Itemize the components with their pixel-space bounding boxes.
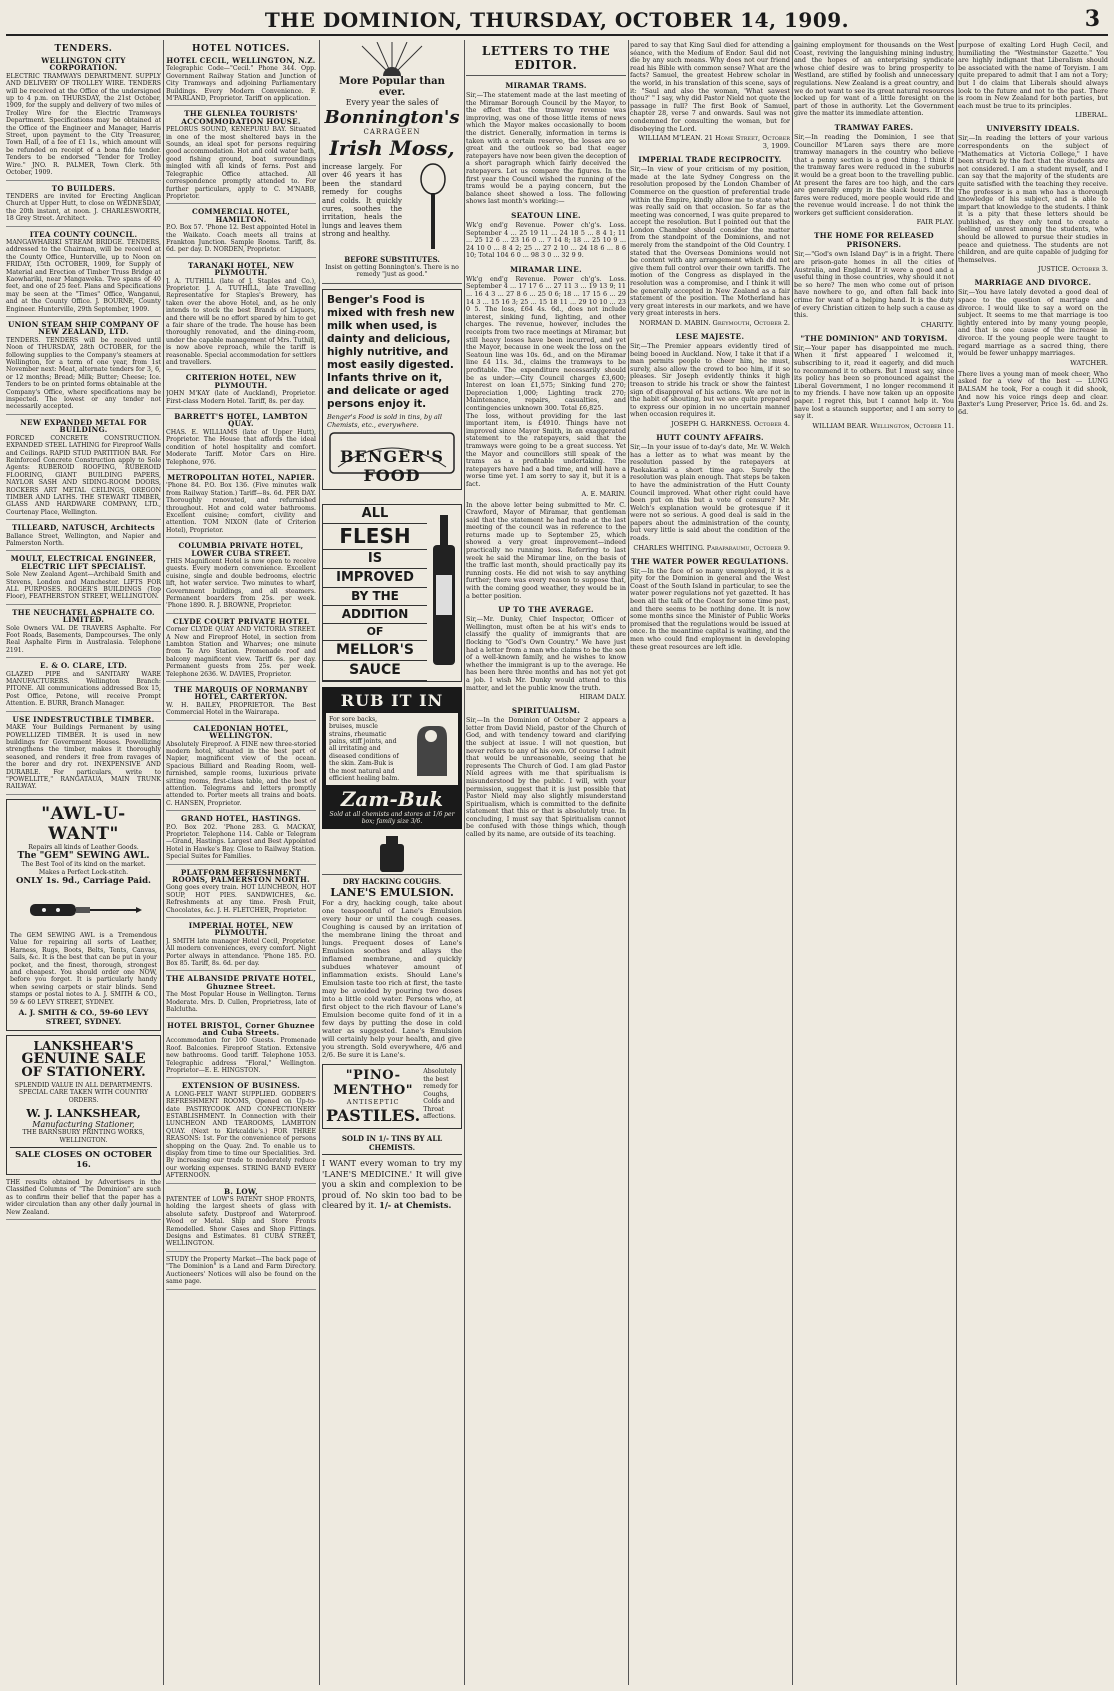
advert-title: CALEDONIAN HOTEL, WELLINGTON. — [193, 723, 289, 741]
letter-title: THE WATER POWER REGULATIONS. — [631, 556, 789, 566]
want-body: I WANT every woman to try my 'LANE'S MEDICINE.' It will give you a skin and complexion to be proud of. No skin too bad to be cleared by it. — [322, 1158, 462, 1211]
letter-body: Wk'g end'g Revenue. Power ch'g's. Loss. September 4 ... 17 17 6 ... 27 11 3 ... 19 13 9; 11 ... 16 4 3 ... 27 8 6 ... 25 0 6; 18 ... 17 15 6 ... 29 14 3 ... 15 16 3; 25 ... 15 18 11 ... 29 10 10 ... 23 0 5. The loss, £64 4s. 6d., does not include interest, sinking fund, lighting, and other charges. The revenue, however, includes the receipts from two race meetings at Miramar, but still heavy losses have been incurred, and yet the Mayor, because in one week the loss on the Seatoun line was 10s. 6d., and on the Miramar line £4 11s. 3d., claims the tramways to be profitable. The expenditure necessarily should be as under:—City Council charges £3,600; Interest on loan £1,575; Sinking fund 270; Depreciation 1,000; Lighting track 270; Maintenance, repairs, casualties, and contingencies unknown 300. Total £6,825. — [466, 274, 626, 412]
advert-title: TILLEARD, NATUSCH, Architects — [12, 523, 155, 533]
pinomenthol-sold: SOLD IN 1/- TINS BY ALL CHEMISTS. — [322, 1134, 462, 1155]
awl-line2: Makes a Perfect Lock-stitch. — [38, 868, 129, 876]
letter-body: Sir,—In your issue of to-day's date, Mr. W. Welch has a letter as to what was meant by the resolution passed by the ratepayers at Paekakariki a short time ago. Surely the resolution was plain enough. That steps be taken to have the administration of the Hutt County Council improved. What other right could have been put on this but a vote of censure? Mr. Welch's explanation would be grotesque if it were not so serious. A good deal is said in the papers about the administration of the county, but very little is said about the condition of the roads. — [630, 442, 790, 543]
advert — [6, 555, 161, 604]
advert-title: WELLINGTON CITY CORPORATION. — [41, 56, 126, 73]
lankshear-advert — [6, 1035, 161, 1175]
advert-body: TENDERS. TENDERS will be received until Noon of THURSDAY, 28th OCTOBER, for the following supplies to the Company's steamers at Wellington, for a term of one year, from 1st November next: Meat, alternate tenders for 3, 6, or 12 months; Bread; Milk; Butter; Cheese; Ice. Tenders to be on printed forms obtainable at the Company's Office, where specifications may be inspected. The lowest or any tender not necessarily accepted. — [6, 336, 161, 411]
letter-title: HUTT COUNTY AFFAIRS. — [656, 432, 764, 442]
letter-body: Wk'g end'g Revenue. Power ch'g's. Loss. September 4 ... 25 19 11 ... 24 18 5 ... 8 4 1; 11 ... 25 12 6 ... 23 16 0 ... 7 14 8; 18 ... 25 10 9 ... 24 10 0 ... 8 4 2; 25 ... 27 2 10 ... 24 18 6 ... 8 6 10; Total 104 6 0 ... 98 3 0 ... 32 9 9. — [466, 220, 626, 260]
letter-body: gaining employment for thousands on the West Coast, reviving the languishing mining industry, and the hopes of an enterprising syndicate whose chief desire was to bring prosperity to Westland, are stifled by foolish and unnecessary regulations. New Zealand is a great country, and we do not want to see its great natural resources locked up for want of a little foresight on the part of those in authority. Let the Government give the matter its immediate attention. — [794, 42, 954, 118]
advert — [6, 57, 161, 181]
column-tenders — [6, 42, 161, 1682]
bonnington-caution: BEFORE SUBSTITUTES. — [344, 255, 440, 264]
advert-body: Gong goes every train. HOT LUNCHEON, HOT SOUP, HOT PIES. SANDWICHES, &c. Refreshments at any time. Fresh Fruit, Chocolates, &c. J. H. FLETCHER, Proprietor. — [166, 884, 316, 914]
letter-body: In the above letter being submitted to Mr. C. Crawford, Mayor of Miramar, that gentleman said that the statement he had made at the last meeting of the council was in reference to the returns made up to September 25, which showed a very great improvement—indeed practically no running loss. Referring to last week he said the Miramar line, on the basis of the traffic last month, should practically pay its running costs. He did not wish to say anything further; there was every reason to suppose that, with the coming good weather, they would be in a better position. — [466, 500, 626, 600]
letters-list — [630, 42, 790, 651]
column-letters-1 — [466, 42, 626, 1682]
advert — [166, 1022, 316, 1079]
letter-title: UP TO THE AVERAGE. — [498, 605, 594, 615]
lankshear-trade: Manufacturing Stationer, — [32, 1120, 135, 1130]
mellor-line: ADDITION — [323, 606, 427, 624]
awl-line1: The Best Tool of its kind on the market. — [21, 861, 146, 869]
advert — [6, 231, 161, 317]
advert-title: HOTEL BRISTOL, Corner Ghuznee and Cuba Streets. — [167, 1020, 315, 1037]
advert — [6, 321, 161, 415]
letter-body: Sir,—You have lately devoted a good deal of space to the question of marriage and divorce. I would like to say a word on the subject. It seems to me that marriage is too lightly entered into by many young people, and that is one cause of the increase in divorce. If the young people were taught to regard marriage as a sacred thing, there would be fewer unhappy marriages. — [958, 288, 1108, 358]
advert — [166, 413, 316, 470]
pinomenthol-advert — [322, 1064, 462, 1129]
letter-title: IMPERIAL TRADE RECIPROCITY. — [638, 155, 782, 165]
lankshear-sub1: SPLENDID VALUE IN ALL DEPARTMENTS. — [14, 1082, 153, 1090]
lane-title: DRY HACKING COUGHS. — [342, 877, 442, 887]
advert-title: ITEA COUNTY COUNCIL. — [29, 229, 138, 239]
advert-body: Absolutely Fireproof. A FINE new three-storied modern hotel, situated in the best part of Napier, magnificent view of the ocean. Spacious Billiard and Reading Room, well-furnished, sample rooms, luxurious private sitting rooms, first-class table, and the best of attention. Telegrams and letters promptly attended to. Porter meets all trains and boats. C. HANSEN, Proprietor. — [166, 740, 316, 807]
bonnington-line3: Every year the sales of — [345, 98, 439, 107]
benger-advert — [322, 289, 462, 490]
advert-title: THE GLENLEA TOURISTS' ACCOMMODATION HOUSE. — [181, 109, 301, 126]
advert-title: THE ALBANSIDE PRIVATE HOTEL, Ghuznee Street. — [166, 974, 316, 991]
lankshear-sub2: SPECIAL CARE TAKEN WITH COUNTRY ORDERS. — [18, 1089, 149, 1104]
column-rule — [792, 40, 793, 1685]
advert-body: A LONG-FELT WANT SUPPLIED. GODBER'S REFRESHMENT ROOMS, Opened on Up-to-date PASTRYCOOK AND CONFECTIONERY ESTABLISHMENT. In Connection with their LUNCHEON AND TEAROOMS, LAMBTON QUAY. (Next to Kirkcaldie's.) FOR THREE REASONS: 1st. For the convenience of persons shopping on the Quay. 2nd. To enable us to display from time to time our Specialities. 3rd. By increasing our trade to moderately reduce our working expenses. STRING BAND EVERY AFTERNOON. — [166, 1090, 316, 1180]
section-heading: TENDERS. — [54, 44, 113, 54]
letter-body: Sir,—In view of your criticism of my position, made at the late Sydney Congress on the resolution proposed by the London Chamber of Commerce on the question of preferential trade within the Empire, kindly allow me to state what was really said on that occasion. So far as the meeting was concerned, I was quite prepared to accept the resolution. But I pointed out that the London Chamber should consider the matter from the standpoint of the Dominions, and not merely from the standpoint of the Old Country. I stated that the Overseas Dominions would not be content with any arrangement which did not give them full control over their own tariffs. The motion of the Congress as displayed in the resolution was a compromise, and I think it will be generally accepted in New Zealand as a fair statement of the position. The Motherland has very great interests in our markets, and we have very great interests in hers. — [630, 165, 790, 318]
advert-title: GRAND HOTEL, HASTINGS. — [181, 814, 301, 824]
bonnington-body: increase largely. For over 46 years it has been the standard remedy for coughs and colds. It quickly cures, soothes the irritation, heals the lungs and leaves them strong and healthy. — [322, 163, 402, 239]
column-rule — [464, 40, 465, 1685]
advert-title: TO BUILDERS. — [51, 183, 116, 193]
advert — [166, 725, 316, 811]
letter-title: MIRAMAR LINE. — [510, 264, 582, 274]
advert-title: THE NEUCHATEL ASPHALTE CO. LIMITED. — [12, 607, 155, 625]
advert — [166, 618, 316, 682]
awl-address: A. J. SMITH & CO., 59-60 LEVY STREET, SYDNEY. — [18, 1008, 149, 1027]
lankshear-name: W. J. LANKSHEAR, — [26, 1107, 141, 1121]
bonnington-moss: Irish Moss, — [329, 136, 455, 160]
letter-body: Sir,—In the Dominion of October 2 appears a letter from David Nield, pastor of the Church of God, and with tendency toward and clarifying the subject at issue. I will not question, but never refers to any of his own. Of course I admit that would be unreasonable, seeing that he represents The Church of God. I am glad Pastor Nield agrees with me that spiritualism is misunderstood by the public. I will, with your permission, suggest that it is just possible that Pastor Nield may also slightly misunderstand Spiritualism, which is committed to the definite statement that this or that is absolutely true. In concluding, I must say that Spiritualism cannot be confused with those things which, though called by its name, are outside of its teaching. — [466, 716, 626, 839]
spoon-icon — [406, 163, 460, 253]
advert — [166, 815, 316, 864]
bonnington-line1: More Popular than — [339, 76, 445, 87]
letter-title: SEATOUN LINE. — [511, 210, 581, 220]
bonnington-advert — [322, 42, 462, 284]
want-price: 1/- at Chemists. — [379, 1200, 452, 1211]
letter-signature: CHARITY. — [920, 320, 954, 329]
letter-signature: NORMAN D. MABIN. Greymouth, October 2. — [639, 319, 790, 327]
column-rule — [319, 40, 320, 1685]
advert-title: PLATFORM REFRESHMENT ROOMS, PALMERSTON NORTH. — [172, 867, 310, 884]
mellor-line: ALL — [323, 505, 427, 524]
advert — [166, 1188, 316, 1252]
advert-body: Accommodation for 100 Guests. Promenade Roof. Balconies. Fireproof Station. Extensive new bathrooms. Good tariff. Telephone 1053. Telegraphic address "Floral," Wellington. Proprietor—E. E. HINGSTON. — [166, 1037, 316, 1074]
column-letters-4 — [958, 42, 1108, 1682]
advert-body: W. H. BAILEY, PROPRIETOR. The Best Commercial Hotel in the Wairarapa. — [166, 701, 316, 717]
lankshear-closes: SALE CLOSES ON OCTOBER 16. — [10, 1147, 157, 1170]
advert-body: Sole Owners VAL DE TRAVERS Asphalte. For Foot Roads, Basements, Dampcourses. The only Real Asphalte Firm in Australasia. Telephone 2191. — [6, 624, 161, 654]
letter-body: Sir,—In reading the letters of your various correspondents on the subject of "Mathematics at Victoria College," I have been struck by the fact that the students are not considered. I am a student myself, and I can say that the majority of the students are quite satisfied with the teaching they receive. The professor is a man who has a thorough knowledge of his subject, and is able to impart that knowledge to the students. I think it is a pity that these letters should be published, as they only tend to create a feeling of unrest among the students, who should be allowed to pursue their studies in peace and quietness. The students are not children, and are quite capable of judging for themselves. — [958, 134, 1108, 264]
advert — [166, 57, 316, 106]
pinomenthol-brand: "PINO-MENTHO" — [333, 1068, 413, 1099]
want-advert — [322, 1158, 462, 1211]
advert-body: 'Phone 84. P.O. Box 136. (Five minutes walk from Railway Station.) Tariff—8s. 6d. PER DAY. Thoroughly renovated, and refurnished throughout. Hot and cold water bathrooms. Excellent cuisine; comfort, civility and attention. TOM NIXON (late of Criterion Hotel), Proprietor. — [166, 482, 316, 534]
letter-signature: JUSTICE. October 3. — [1038, 265, 1108, 274]
benger-note: Benger's Food is sold in tins, by all Chemists, etc., everywhere. — [327, 412, 442, 429]
advert — [6, 185, 161, 227]
awl-body: The GEM SEWING AWL is a Tremendous Value for repairing all sorts of Leather, Harness, Rugs, Boots, Belts, Tents, Canvas, Sails, &c. It is the best that can be put in your pocket, and the finest, thorough, strongest and cheapest. You should order one NOW, before you forget. It is particularly handy when sewing carpets or stair blinds. Send stamps or postal notes to A. J. SMITH & CO., 59 & 60 LEVY STREET, SYDNEY. — [10, 931, 157, 1006]
advert — [166, 922, 316, 971]
advert-body: GLAZED PIPE and SANITARY WARE MANUFACTURERS. Wellington Branch: PITONE. All communications addressed Box 15, Post Office, Petone, will receive Prompt Attention. E. BURR, Branch Manager. — [6, 670, 161, 708]
letter-title: TRAMWAY FARES. — [834, 122, 914, 132]
advert-body: ELECTRIC TRAMWAYS DEPARTMENT. SUPPLY AND DELIVERY OF TROLLEY WIRE. TENDERS will be received at the Office of the undersigned up to 4 p.m. on THURSDAY, the 21st October, 1909, for the supply and delivery of two miles of Trolley Wire for the Electric Tramways Department. Specifications may be obtained at the Office of the Engineer and Manager, Harris Street, upon payment to the City Treasurer, Town Hall, of a fee of £1 1s., which amount will be refunded on receipt of a bona fide tender. Tenders to be endorsed "Tender for Trolley Wire." JNO. R. PALMER, Town Clerk. 5th October, 1909. — [6, 72, 161, 177]
advert — [166, 975, 316, 1017]
letters-list — [794, 42, 954, 430]
awl-title: "AWL-U-WANT" — [41, 803, 126, 844]
advert-body: PELORUS SOUND, KENEPURU BAY. Situated in one of the most sheltered bays in the Sounds, an ideal spot for persons requiring good accommodation. Hot and cold water bath, good fishing ground, boat surroundings mingled with all kinds of ferns. Post and Telegraphic Office attached. All correspondence promptly attended to. For further particulars, apply to C. M'NABB, Proprietor. — [166, 126, 316, 200]
page-number: 3 — [1084, 6, 1100, 32]
letter-signature: A. E. MARIN. — [581, 489, 626, 498]
letter-title: UNIVERSITY IDEALS. — [986, 124, 1080, 134]
awl-advert — [6, 799, 161, 1031]
lane-emulsion-advert — [322, 874, 462, 1059]
classified-footnote: THE results obtained by Advertisers in the Classified Columns of "The Dominion" are such as to confirm their belief that the paper has a wider circulation than any other daily journal in New Zealand. — [6, 1179, 161, 1220]
advert-title: E. & O. CLARE, LTD. — [39, 661, 128, 671]
advert-body: J. A. TUTHILL (late of J. Staples and Co.), Proprietor. J. A. TUTHILL, late Travelling Representative for Staples's Brewery, has taken over the above Hotel, and, as he only intends to stock the best Brands of Liquors, and there will be no effort spared by him to get a fair share of the trade. The house has been thoroughly renovated, and the dining-room, under the capable management of Mrs. Tuthill, is now above reproach, while the tariff is reasonable. Special accommodation for settlers and travellers. — [166, 277, 316, 367]
letters-list — [958, 42, 1108, 416]
letter-signature: WILLIAM M'LEAN. 21 Home Street, October 3, 1909. — [638, 134, 790, 151]
letter-body: pared to say that King Saul died for attending a séance, with the Medium of Endor. Saul did not die by any such means. Why does not our friend read his Bible with common sense? What are the facts? Samuel, the greatest Hebrew scholar in the world, in his translation of this scene, says of it: "Saul and also the woman, 'What sawest thou?' " I say, why did Pastor Nield not quote the passage in full? The first Book of Samuel, chapter 28, verse 7 and onwards. Saul was not condemned for consulting the woman, but for disobeying the Lord. — [630, 42, 790, 133]
advert — [166, 208, 316, 257]
newspaper-title: THE DOMINION, THURSDAY, OCTOBER 14, 1909. — [264, 8, 850, 32]
letter-signature: FAIR PLAY. — [916, 218, 954, 227]
letter-title: MIRAMAR TRAMS. — [505, 81, 587, 90]
advert-title: COLUMBIA PRIVATE HOTEL, LOWER CUBA STREET. — [178, 541, 304, 558]
advert — [6, 419, 161, 520]
bonnington-line2: ever. — [378, 87, 406, 98]
letter-signature: LIBERAL. — [1075, 111, 1108, 120]
advert — [166, 1256, 316, 1290]
mellor-line: FLESH — [323, 524, 427, 550]
advert-body: MANGAWHARIKI STREAM BRIDGE. TENDERS, addressed to the Chairman, will be received at the County Office, Hunterville, up to Noon on FRIDAY, 15th OCTOBER, 1909, for Supply of Material and Erection of Timber Truss Bridge at Kaowhariki, near Mangaweka. Two spans of 40 feet, and one of 25 feet. Plans and Specifications may be seen at the "Times" Office, Wanganui, and at the County Office. J. BOURNE, County Engineer. Hunterville, 29th September, 1909. — [6, 238, 161, 313]
advert-title: TARANAKI HOTEL, NEW PLYMOUTH. — [187, 260, 295, 278]
advert-body: PATENTEE of LOW'S PATENT SHOP FRONTS, holding the largest sheets of glass with absolute safety. Dustproof and Waterproof. Wood or Metal. Ship and Store Fronts Remodelled. Show Cases and Shop Fittings. Designs and Estimates. 81 CUBA STREET, WELLINGTON. — [166, 1196, 316, 1248]
column-letters-3 — [794, 42, 954, 1682]
letter-body: Sir,—The statement made at the last meeting of the Miramar Borough Council by the Mayor, to the effect that the tramway revenue was improving, was one of those little items of news which the Mayor makes occasionally to boom the district. Generally, information in terms is taken with a certain reserve, the losses are so great and the outlook so bad that eager ratepayers have now been given the deception of a short paragraph which fairly deceived the ratepayers. Let us compare the figures. In the first year the Council wished the running of the trams would be a paying concern, but the balance sheet showed a loss. The following shows last month's working:— — [466, 91, 626, 206]
mellor-advert — [322, 504, 462, 682]
awl-name: The "GEM" SEWING AWL. — [17, 851, 150, 862]
column-rule — [628, 40, 629, 1685]
advert — [166, 869, 316, 918]
advert-body: CHAS. E. WILLIAMS (late of Upper Hutt), Proprietor. The House that affords the ideal condition of hotel hospitality and comfort. Moderate Tariff. Motor Cars on Hire. Telephone, 976. — [166, 428, 316, 466]
lane-brand: LANE'S EMULSION. — [330, 886, 454, 900]
letter-signature: WILLIAM BEAR. Wellington, October 11. — [812, 421, 954, 430]
sauce-bottle-icon — [427, 505, 461, 677]
advert-body: TENDERS are invited for Erecting Anglican Church at Upper Hutt, to close on WEDNESDAY, the 20th instant, at noon. J. CHARLESWORTH, 18 Grey Street. Architect. — [6, 192, 161, 223]
letter-body: purpose of exalting Lord Hugh Cecil, and humiliating the "Westminster Gazette." You are highly indignant that Liberalism should be associated with the name of Toryism. I am quite prepared to admit that I am not a Tory; but I do claim that Liberals should always look to the future and not to the past. There is room in New Zealand for both parties, but each must be true to its principles. — [958, 42, 1108, 110]
advert-body: JOHN M'KAY (late of Auckland), Proprietor. First-class Modern Hotel. Tariff, 8s. per day. — [166, 390, 316, 405]
advert — [166, 110, 316, 204]
letter-title: LESE MAJESTE. — [675, 332, 745, 341]
letter-title: "THE DOMINION" AND TORYISM. — [800, 333, 948, 343]
mellor-line: SAUCE — [323, 661, 427, 681]
masthead-rule — [6, 34, 1108, 36]
bottle-illustration-icon — [362, 834, 422, 874]
masthead — [0, 0, 1114, 36]
pinomenthol-product: PASTILES. — [326, 1106, 421, 1126]
advert — [166, 542, 316, 614]
awl-subtitle: Repairs all kinds of Leather Goods. — [28, 843, 139, 851]
sun-rays-icon — [357, 42, 427, 76]
advert-body: THIS Magnificent Hotel is now open to receive guests. Every modern convenience. Excellent cuisine, single and double bedrooms, electric lift, hot water service. Two minutes to wharf, Government buildings, and all steamers. Permanent boarders from 25s. per week. 'Phone 1890. R. J. BROWNE, Proprietor. — [166, 557, 316, 610]
letter-body: Sir,—"God's own Island Day" is in a fright. There are prison-gate homes in all the cities of Australia, and England. If it were a good and a useful thing in those countries, why should it not be so here? The men who come out of prison have nowhere to go, and often fall back into crime for want of a helping hand. It is the duty of every Christian citizen to help such a cause as this. — [794, 250, 954, 320]
advert-body: Corner CLYDE QUAY AND VICTORIA STREET. A New and Fireproof Hotel, in section from Lambton Station and Wharves; one minute from Te Aro Station. Promenade roof and balcony magnificent view. Tariff 6s. per day. Permanent guests from 25s. per week. Telephone 2636. W. DAVIES, Proprietor. — [166, 626, 316, 678]
letter-body: Sir,—Your paper has disappointed me much. When it first appeared I welcomed it, subscribing to it, read it eagerly, and did much to recommend it to others. But I must say, since its policy has been so pronounced against the Liberal Government, I no longer recommend it to my friends. I have now taken up an opposite paper. I regret this, but I cannot help it. You have lost a staunch supporter, and I am sorry to say it. — [794, 343, 954, 421]
benger-body: Benger's Food is mixed with fresh new milk when used, is dainty and delicious, highly nutritive, and most easily digested. Infants thrive on it, and delicate or aged persons enjoy it. — [327, 293, 455, 410]
bonnington-caution2: Insist on getting Bonnington's. There is no remedy "just as good." — [325, 264, 459, 279]
column-letters-2 — [630, 42, 790, 1682]
mellor-line: OF — [323, 624, 427, 641]
advert-title: MOULT, ELECTRICAL ENGINEER, ELECTRIC LIFT SPECIALIST. — [10, 554, 157, 571]
column-rule — [956, 40, 957, 1685]
advert-body: STUDY the Property Market—The back page of "The Dominion" is a Land and Farm Directory. Auctioneers' Notices will also be found on the same page. — [166, 1255, 316, 1286]
advert-title: BARRETT'S HOTEL, LAMBTON QUAY. — [174, 412, 308, 429]
bonnington-brand: Bonnington's — [324, 107, 460, 128]
advert-title: USE INDESTRUCTIBLE TIMBER. — [12, 714, 155, 724]
pinomenthol-tag: ANTISEPTIC — [346, 1098, 400, 1107]
advert — [166, 1082, 316, 1183]
advert — [6, 716, 161, 795]
advert-body: The Most Popular House in Wellington. Terms Moderate. Mrs. D. Cullen, Proprietress, late of Balclutha. — [166, 991, 316, 1014]
letter-signature: CHARLES WHITING. Paraparaumu, October 9. — [633, 543, 790, 552]
advert-body: FORCED CONCRETE CONSTRUCTION. EXPANDED STEEL LATHING for Fireproof Walls and Ceilings. RAPID STUD PARTITION BAR. For Reinforced Concrete Construction apply to Sole Agents: RUBEROID ROOFING, RUBEROID FLOORING, GIANT BUILDING PAPERS, NAYLOR SASH AND SIDING-ROOM DOORS, ROCKERS ART METAL CEILINGS, OREGON TIMBER AND LATHS. THE STEWART TIMBER, GLASS AND HARDWARE COMPANY, LTD., Courtenay Place, Wellington. — [6, 434, 161, 516]
advert-title: IMPERIAL HOTEL, NEW PLYMOUTH. — [188, 921, 294, 938]
column-hotels — [166, 42, 316, 1682]
mellor-line: IMPROVED — [323, 569, 427, 588]
mellor-line: BY THE — [323, 588, 427, 606]
lankshear-line3: OF STATIONERY. — [21, 1065, 146, 1081]
advert-title: B. LOW, — [224, 1186, 258, 1196]
letter-signature: JOSEPH G. HARKNESS. October 4. — [671, 419, 790, 428]
advert-title: UNION STEAM SHIP COMPANY OF NEW ZEALAND, LTD. — [8, 320, 159, 337]
advert-title: THE MARQUIS OF NORMANBY HOTEL, CARTERTON. — [174, 685, 308, 702]
letter-title: SPIRITUALISM. — [511, 706, 581, 716]
advert — [166, 474, 316, 538]
letter-body: Sir,—Mr. Dunky, Chief Inspector, Officer of Wellington, must often be at his wit's ends to classify the quality of immigrants that are flocking to "God's Own Country." We have just had a letter from a man who claims to be the son of a well-known family, and he wishes to know whether the immigrant is up to the average. He has been here three months and has not yet got a job. I wish Mr. Dunky would attend to this matter, and let the public know the truth. — [466, 615, 626, 692]
hand-rubbing-icon — [407, 716, 455, 782]
advert-title: EXTENSION OF BUSINESS. — [181, 1081, 301, 1091]
advert-title: NEW EXPANDED METAL FOR BUILDING. — [20, 417, 147, 435]
letter-body: Sir,—In reading the Dominion, I see that Councillor M'Laren says there are more tramway managers in the country who believe that a penny section is a good thing. I think if the tramway fares were reduced in the suburbs it would be a great boon to the travelling public. At present the fares are too high, and the cars are generally empty in the slack hours. If the fares were reduced, more people would ride and the revenue would increase. I do not think the workers get sufficient consideration. — [794, 132, 954, 217]
letter-body: There lives a young man of meek cheer, Who asked for a view of the best — LUNG BALSAM he took, For a cough it did shook, And now his voice rings deep and clear. Baxter's Lung Preserver, Price 1s. 6d. and 2s. 6d. — [958, 369, 1108, 416]
advert-body: Ballance Street, Wellington, and Napier and Palmerston North. — [6, 532, 161, 547]
zambuk-brand: Zam-Buk — [340, 787, 444, 812]
section-heading: HOTEL NOTICES. — [191, 44, 291, 54]
tender-ads — [6, 57, 161, 795]
mellor-line: MELLOR'S — [323, 641, 427, 661]
lankshear-line1: LANKSHEAR'S — [33, 1039, 134, 1054]
letters-heading: LETTERS TO THE EDITOR. — [466, 44, 626, 76]
advert-body: Telegraphic Code—"Cecil." Phone 344. Opp. Government Railway Station and Junction of City Tramways and adjoining Parliamentary Buildings. Every Modern Convenience. F. M'PARLAND, Proprietor. Tariff on application. — [166, 65, 316, 103]
zambuk-note: Sold at all chemists and stores at 1/6 per box; family size 3/6. — [329, 811, 455, 826]
letter-body: Sir,—In the face of so many unemployed, it is a pity for the Dominion in general and the West Coast of the South Island in particular, to see the water power regulations not yet gazetted. It has been all the talk of the Coast for some time past, and there seems to be nothing done. It is now some months since the Minister of Public Works promised that the regulations would be issued at once. In the meantime capital is waiting, and the men who could find employment in developing these great resources are left idle. — [630, 566, 790, 651]
advert — [6, 662, 161, 711]
mellor-text — [323, 505, 427, 681]
advert-title: HOTEL CECIL, WELLINGTON, N.Z. — [166, 56, 316, 65]
advert — [6, 524, 161, 551]
letter-signature: HIRAM DALY. — [579, 693, 626, 702]
advert — [166, 374, 316, 409]
lankshear-address: THE BARNSBURY PRINTING WORKS, WELLINGTON. — [22, 1129, 145, 1144]
column-rule — [163, 40, 164, 1685]
advert — [166, 686, 316, 721]
pinomenthol-side: Absolutely the best remedy for Coughs, Colds and Throat affections. — [423, 1068, 458, 1120]
advert-body: Sole New Zealand Agent—Archibald Smith and Stevens, London and Manchester. LIFTS FOR ALL PURPOSES. ROGER'S BUILDINGS (Top Floor), FEATHERSTON STREET, WELLINGTON. — [6, 571, 161, 601]
benger-logo: BENGER'S FOOD — [340, 446, 444, 485]
advert — [166, 262, 316, 371]
zambuk-body: For sore backs, bruises, muscle strains, rheumatic pains, stiff joints, and all irritating and diseased conditions of the skin. Zam-Buk is the most natural and efficient healing balm. — [329, 715, 400, 783]
advert-title: CLYDE COURT PRIVATE HOTEL — [172, 616, 310, 626]
advert-body: P.O. Box 202. 'Phone 283. G. MACKAY, Proprietor. Telephone 114. Cable or Telegram—Grand, Hastings. Largest and Best Appointed Hotel in Hawke's Bay. Close to Railway Station. Special Suites for Families. — [166, 823, 316, 861]
advert-body: P.O. Box 57. 'Phone 12. Best appointed Hotel in the Waikato. Coach meets all trains at Frankton Junction. Sample Rooms. Tariff, 8s. 6d. per day. D. NORDEN, Proprietor. — [166, 224, 316, 254]
advert-title: COMMERCIAL HOTEL, HAMILTON. — [191, 207, 291, 224]
advert-title: METROPOLITAN HOTEL, NAPIER. — [167, 472, 315, 482]
zambuk-rub: RUB IT IN — [340, 690, 444, 710]
advert-body: J. SMITH late manager Hotel Cecil, Proprietor. All modern conveniences, every comfort. Night Porter always in attendance. 'Phone 185. P.O. Box 85. Tariff, 8s. 6d. per day. — [166, 937, 316, 968]
lane-body: For a dry, hacking cough, take about one teaspoonful of Lane's Emulsion every hour or until the cough ceases. Coughing is caused by an irritation of the membrane lining the throat and lungs. Frequent doses of Lane's Emulsion soothes and allays the inflamed membrane, and quickly subdues whatever amount of inflammation exists. Should Lane's Emulsion taste too rich at first, the taste may be avoided by pouring two doses into a little cold water. Persons who, at first object to the rich flavour of Lane's Emulsion become quite fond of it in a few days by putting the dose in cold water as suggested. Lane's Emulsion will certainly help your health, and give you strength. Sold everywhere, 4/6 and 2/6. Be sure it is Lane's. — [322, 899, 462, 1060]
letter-title: THE HOME FOR RELEASED PRISONERS. — [814, 231, 934, 250]
letter-body: Sir,—The Premier appears evidently tired of being booed in Auckland. Now, I take it that if a man permits people to cheer him, he must, surely, also allow the crowd to boo him, if it so pleases. Sir Joseph evidently thinks it high treason to stride his track or show the faintest sign of disapproval of his actions. We are not in the habit of shouting, but we are quite prepared to express our opinion in no uncertain manner when occasion requires it. — [630, 342, 790, 419]
hotel-ads — [166, 57, 316, 1290]
letters-list — [466, 81, 626, 839]
sewing-awl-icon — [24, 886, 144, 932]
mellor-line: IS — [323, 550, 427, 569]
advert-body: MAKE Your Buildings Permanent by using POWELLIZED TIMBER. It is used in new buildings for Government Houses. Powellizing strengthens the timber, makes it thoroughly seasoned, and renders it free from ravages of the borer and dry rot. INEXPENSIVE AND DURABLE. For particulars, write to "POWELLITE," RANGATAUA, MAIN TRUNK RAILWAY. — [6, 724, 161, 791]
advert — [6, 609, 161, 658]
bonnington-carrageen: CARRAGEEN — [363, 128, 421, 136]
advert-title: CRITERION HOTEL, NEW PLYMOUTH. — [185, 373, 297, 390]
zambuk-advert — [322, 687, 462, 830]
letter-title: MARRIAGE AND DIVORCE. — [974, 278, 1092, 288]
awl-price: ONLY 1s. 9d., Carriage Paid. — [15, 875, 152, 886]
lankshear-line2: GENUINE SALE — [21, 1051, 146, 1068]
letter-signature: WATCHER. — [1070, 358, 1108, 367]
letter-body: The loss, without providing for the last important item, is £4910. Things have not improved since Mayor Smith, in an exaggerated statement to the ratepayers, said that the tramways were going to be a great success. Yet the Mayor and councillors still speak of the trams as a profitable undertaking. The ratepayers have had a bad time, and will have a worse time yet. I am sorry to say it, but it is a fact. — [466, 411, 626, 488]
column-adverts — [322, 42, 462, 1682]
